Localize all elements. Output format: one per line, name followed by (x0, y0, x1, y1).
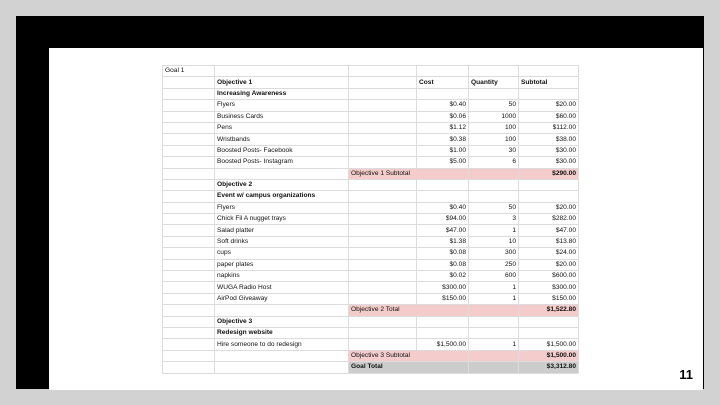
item-cost: $0.38 (417, 134, 469, 145)
subtotal-header: Subtotal (519, 77, 579, 88)
item-quantity: 10 (469, 236, 519, 247)
table-row (163, 271, 579, 282)
objective-3-subtotal-value: $1,500.00 (519, 350, 579, 361)
table-row (163, 168, 579, 179)
item-cost: $1.38 (417, 236, 469, 247)
item-quantity: 300 (469, 248, 519, 259)
table-row (163, 305, 579, 316)
table-row (163, 157, 579, 168)
table-row (163, 293, 579, 304)
item-subtotal: $30.00 (519, 145, 579, 156)
item-name: Boosted Posts- Facebook (215, 145, 349, 156)
item-subtotal: $38.00 (519, 134, 579, 145)
table-row (163, 122, 579, 133)
item-quantity: 250 (469, 259, 519, 270)
table-row (163, 214, 579, 225)
item-name: Pens (215, 122, 349, 133)
item-name: paper plates (215, 259, 349, 270)
table-row (163, 259, 579, 270)
table-row (163, 225, 579, 236)
table-row (163, 339, 579, 350)
item-name: cups (215, 248, 349, 259)
item-name: AirPod Giveaway (215, 293, 349, 304)
budget-table (162, 65, 579, 374)
item-name: Soft drinks (215, 236, 349, 247)
slide-canvas (49, 48, 703, 390)
table-row (163, 134, 579, 145)
item-cost: $150.00 (417, 293, 469, 304)
item-subtotal: $600.00 (519, 271, 579, 282)
item-subtotal: $47.00 (519, 225, 579, 236)
item-quantity: 1 (469, 339, 519, 350)
item-subtotal: $24.00 (519, 248, 579, 259)
table-row (163, 236, 579, 247)
objective-1-subtotal-label: Objective 1 Subtotal (349, 168, 469, 179)
item-quantity: 100 (469, 122, 519, 133)
objective-2-total-value: $1,522.80 (519, 305, 579, 316)
item-cost: $0.08 (417, 248, 469, 259)
objective-3-title: Redesign website (215, 327, 349, 338)
slide-inner (49, 48, 703, 390)
table-row (163, 282, 579, 293)
goal-total-value: $3,312.80 (519, 362, 579, 373)
item-name: Hire someone to do redesign (215, 339, 349, 350)
objective-1-subtotal-value: $290.00 (519, 168, 579, 179)
table-row (163, 179, 579, 190)
item-quantity: 1 (469, 293, 519, 304)
objective-1-header: Objective 1 (215, 77, 349, 88)
table-row (163, 316, 579, 327)
item-name: Flyers (215, 100, 349, 111)
item-subtotal: $282.00 (519, 214, 579, 225)
item-subtotal: $1,500.00 (519, 339, 579, 350)
item-name: Salad platter (215, 225, 349, 236)
item-name: Business Cards (215, 111, 349, 122)
table-row (163, 202, 579, 213)
item-name: napkins (215, 271, 349, 282)
item-subtotal: $30.00 (519, 157, 579, 168)
item-cost: $94.00 (417, 214, 469, 225)
item-quantity: 50 (469, 100, 519, 111)
objective-2-title: Event w/ campus organizations (215, 191, 349, 202)
item-cost: $5.00 (417, 157, 469, 168)
item-quantity: 1 (469, 225, 519, 236)
item-subtotal: $300.00 (519, 282, 579, 293)
item-subtotal: $60.00 (519, 111, 579, 122)
item-cost: $1,500.00 (417, 339, 469, 350)
item-subtotal: $20.00 (519, 202, 579, 213)
item-quantity: 50 (469, 202, 519, 213)
objective-2-total-label: Objective 2 Total (349, 305, 469, 316)
table-row (163, 362, 579, 373)
objective-2-label: Objective 2 (215, 179, 349, 190)
quantity-header: Quantity (469, 77, 519, 88)
item-cost: $0.02 (417, 271, 469, 282)
table-row (163, 100, 579, 111)
table-row (163, 191, 579, 202)
objective-1-title: Increasing Awareness (215, 88, 349, 99)
item-cost: $0.08 (417, 259, 469, 270)
item-cost: $1.00 (417, 145, 469, 156)
item-cost: $1.12 (417, 122, 469, 133)
slide-frame (16, 16, 704, 389)
table-row (163, 350, 579, 361)
objective-3-subtotal-label: Objective 3 Subtotal (349, 350, 469, 361)
table-row (163, 248, 579, 259)
objective-3-label: Objective 3 (215, 316, 349, 327)
item-cost: $0.40 (417, 100, 469, 111)
table-row (163, 111, 579, 122)
item-subtotal: $112.00 (519, 122, 579, 133)
item-cost: $47.00 (417, 225, 469, 236)
item-quantity: 30 (469, 145, 519, 156)
item-subtotal: $150.00 (519, 293, 579, 304)
item-quantity: 100 (469, 134, 519, 145)
item-cost: $0.40 (417, 202, 469, 213)
item-name: Boosted Posts- Instagram (215, 157, 349, 168)
item-quantity: 6 (469, 157, 519, 168)
page-number: 11 (679, 367, 693, 382)
item-quantity: 1 (469, 282, 519, 293)
table-row (163, 145, 579, 156)
item-cost: $0.06 (417, 111, 469, 122)
item-subtotal: $13.80 (519, 236, 579, 247)
cost-header: Cost (417, 77, 469, 88)
item-subtotal: $20.00 (519, 100, 579, 111)
table-row (163, 77, 579, 88)
item-name: Wristbands (215, 134, 349, 145)
table-row (163, 88, 579, 99)
table-row (163, 327, 579, 338)
goal-total-label: Goal Total (349, 362, 469, 373)
item-quantity: 600 (469, 271, 519, 282)
item-quantity: 3 (469, 214, 519, 225)
item-subtotal: $20.00 (519, 259, 579, 270)
item-name: WUGA Radio Host (215, 282, 349, 293)
goal-label: Goal 1 (163, 66, 215, 77)
table-row (163, 66, 579, 77)
item-name: Chick Fil A nugget trays (215, 214, 349, 225)
item-quantity: 1000 (469, 111, 519, 122)
item-cost: $300.00 (417, 282, 469, 293)
item-name: Flyers (215, 202, 349, 213)
